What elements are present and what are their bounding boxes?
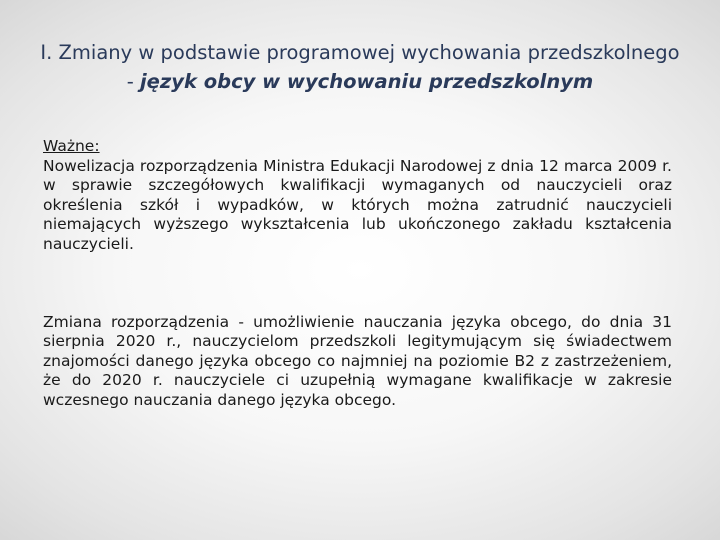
paragraph-amendment: Nowelizacja rozporządzenia Ministra Edukacji Narodowej z dnia 12 marca 2009 r. w sprawie szczegółowych kwalifikacji wymaganych od nauczycieli oraz określenia szkół i wypadków, w których można zatrudnić nauczycieli niemających wyższego wykształcenia lub ukończonego zakładu kształcenia nauczycieli. — [43, 156, 672, 253]
paragraph-change: Zmiana rozporządzenia - umożliwienie nauczania języka obcego, do dnia 31 sierpnia 2020 r., nauczycielom przedszkoli legitymującym się świadectwem znajomości danego języka obcego co najmniej na poziomie B2 z zastrzeżeniem, że do 2020 r. nauczyciele ci uzupełnią wymagane kwalifikacje w zakresie wczesnego nauczania danego języka obcego. — [43, 312, 672, 409]
title-emphasized-text: język obcy w wychowaniu przedszkolnym — [139, 70, 594, 93]
important-heading: Ważne: — [43, 137, 100, 155]
slide-body — [43, 137, 672, 411]
title-regular-text: I. Zmiany w podstawie programowej wychowania przedszkolnego - — [40, 41, 680, 93]
slide-title — [40, 38, 680, 96]
